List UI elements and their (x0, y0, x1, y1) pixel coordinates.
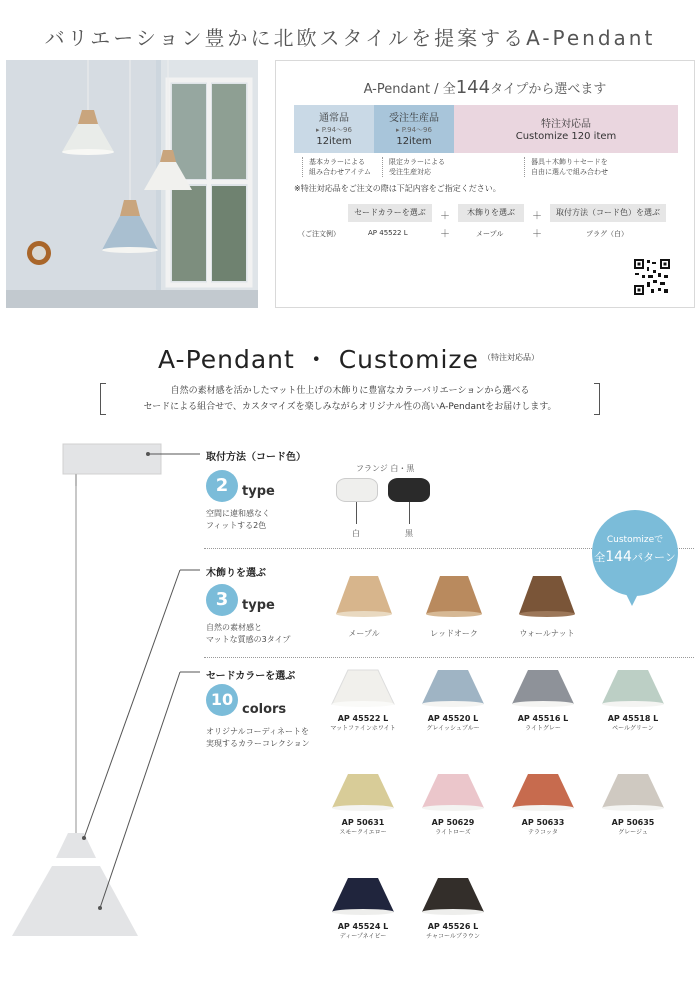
example-shade: AP 45522 L (368, 229, 408, 237)
shade-color-count: 10 (206, 684, 238, 716)
shade-swatch (420, 874, 486, 918)
lineup-info-card (275, 60, 695, 308)
page-title: バリエーション豊かに北欧スタイルを提案するA-Pendant (44, 26, 656, 50)
shade-swatch (330, 874, 396, 918)
customize-title: A-Pendant ・ Customize (158, 345, 479, 374)
shade-step-heading: セードカラーを選ぶ (206, 671, 296, 682)
shade-option: AP 50635 グレージュ (597, 770, 669, 836)
category-made-to-order: 受注生産品 ▸ P.94～96 12item (374, 105, 454, 153)
shade-option: AP 45522 L マットファインホワイト (327, 666, 399, 732)
pendant-photo-illustration (6, 60, 258, 308)
wood-type-count: 3 (206, 584, 238, 616)
wood-red-oak-swatch (424, 574, 484, 618)
wood-option-maple: メープル (334, 574, 394, 639)
shade-option: AP 45516 L ライトグレー (507, 666, 579, 732)
wood-walnut-swatch (517, 574, 577, 618)
shade-swatch (600, 666, 666, 710)
shade-option: AP 45524 L ディープネイビー (327, 874, 399, 940)
customize-patterns-badge: Customizeで 全144パターン (592, 510, 678, 596)
flange-black-leader (409, 502, 410, 524)
wood-option-red-oak: レッドオーク (424, 574, 484, 639)
plus-sign: ＋ (440, 229, 450, 240)
wood-description: 自然の素材感と マットな質感の3タイプ (206, 623, 291, 644)
shade-description: オリジナルコーディネートを 実現するカラーコレクション (206, 727, 310, 748)
select-mount-step: 取付方法（コード色）を選ぶ (550, 204, 666, 222)
select-shade-color-step: セードカラーを選ぶ (348, 204, 432, 222)
flange-black-label: 黒 (405, 529, 413, 538)
shade-option: AP 45518 L ペールグリーン (597, 666, 669, 732)
example-wood: メープル (476, 230, 504, 238)
mount-step-heading: 取付方法（コード色） (206, 452, 306, 463)
wood-type-unit: type (242, 598, 275, 613)
shade-option: AP 45520 L グレイッシュブルー (417, 666, 489, 732)
plus-sign: ＋ (440, 211, 450, 222)
select-wood-step: 木飾りを選ぶ (458, 204, 524, 222)
shade-option: AP 50629 ライトローズ (417, 770, 489, 836)
customize-intro: 自然の素材感を活かしたマット仕上げの木飾りに豊富なカラーバリエーションから選べる セードによる組合せで、カスタマイズを楽しみながらオリジナル性の高いA-Pendantをお届けします。 (100, 383, 600, 417)
example-mount: プラグ（白） (586, 230, 628, 238)
customize-subtitle: （特注対応品） (483, 353, 539, 362)
badge-pointer (622, 590, 642, 608)
mount-type-unit: type (242, 484, 275, 499)
flange-white-leader (356, 502, 357, 524)
example-label: （ご注文例） (298, 230, 340, 238)
product-photo (6, 60, 258, 308)
mount-description: 空間に違和感なく フィットする2色 (206, 509, 270, 530)
category-custom: 特注対応品 Customize 120 item (454, 105, 678, 153)
shade-option: AP 50631 スモークイエロー (327, 770, 399, 836)
plus-sign: ＋ (532, 211, 542, 222)
wood-step-heading: 木飾りを選ぶ (206, 568, 266, 579)
note-standard: 基本カラーによる 組み合わせアイテム (302, 157, 371, 177)
plus-sign: ＋ (532, 229, 542, 240)
note-custom: 器具＋木飾り＋セードを 自由に選んで組み合わせ (524, 157, 608, 177)
wood-option-walnut: ウォールナット (512, 574, 582, 639)
flange-black (388, 478, 430, 502)
qr-code-icon (633, 258, 671, 296)
shade-swatch (420, 770, 486, 814)
wood-maple-swatch (334, 574, 394, 618)
shade-swatch (510, 770, 576, 814)
info-title: A-Pendant / 全144タイプから選べます (363, 77, 607, 98)
note-made-to-order: 限定カラーによる 受注生産対応 (382, 157, 445, 177)
divider (204, 657, 694, 658)
shade-option: AP 45526 L チャコールブラウン (417, 874, 489, 940)
category-standard: 通常品 ▸ P.94～96 12item (294, 105, 374, 153)
mount-type-count: 2 (206, 470, 238, 502)
shade-option: AP 50633 テラコッタ (507, 770, 579, 836)
shade-swatch (330, 666, 396, 710)
flange-white-label: 白 (352, 529, 360, 538)
shade-swatch (420, 666, 486, 710)
flange-white (336, 478, 378, 502)
shade-color-unit: colors (242, 702, 287, 717)
special-order-note: ※特注対応品をご注文の際は下記内容をご指定ください。 (294, 184, 501, 193)
shade-swatch (330, 770, 396, 814)
shade-swatch (510, 666, 576, 710)
flange-label: フランジ 白・黒 (356, 464, 415, 473)
shade-swatch (600, 770, 666, 814)
